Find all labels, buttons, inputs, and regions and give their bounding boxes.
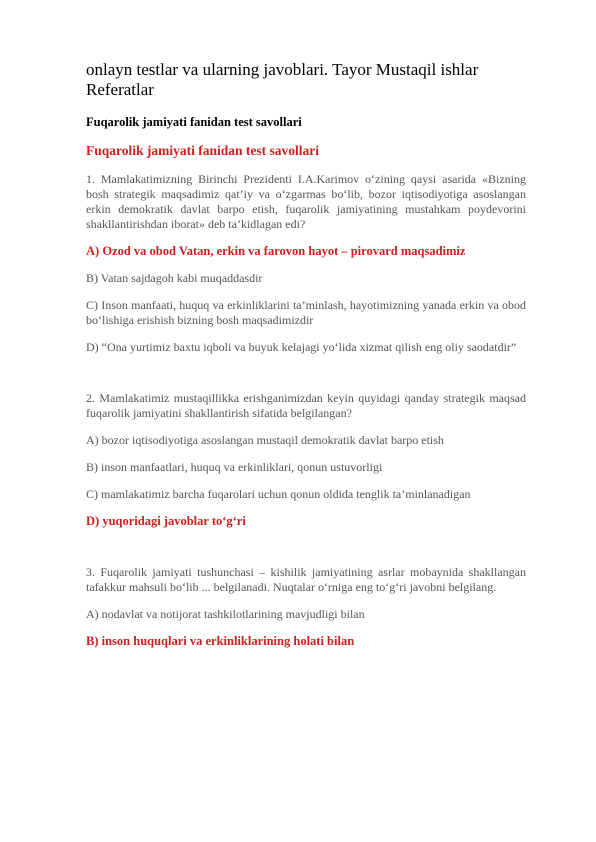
spacer — [86, 541, 526, 565]
answer-option: C) Inson manfaati, huquq va erkinliklarini ta’minlash, hayotimizning yanada erkin va obod bo‘lishiga erishish bizning bosh maqsadimizdir — [86, 298, 526, 327]
question-block-3 — [86, 565, 526, 649]
answer-option: B) Vatan sajdagoh kabi muqaddasdir — [86, 271, 263, 285]
document-page — [86, 60, 526, 661]
document-title: onlayn testlar va ularning javoblari. Tayor Mustaqil ishlar Referatlar — [86, 60, 479, 99]
answer-option-correct: D) yuqoridagi javoblar to‘g‘ri — [86, 514, 246, 528]
document-subtitle: Fuqarolik jamiyati fanidan test savollari — [86, 115, 302, 129]
question-text: 1. Mamlakatimizning Birinchi Prezidenti I.A.Karimov o‘zining qaysi asarida «Bizning bosh strategik maqsadimiz qat’iy va o‘zgarmas bo‘lib, bozor iqtisodiyotiga asoslangan erkin demokratik davlat barpo etish, fuqarolik jamiyatining mustahkam poydevorini shakllantirishdan iborat» deb ta’kidlagan edi? — [86, 172, 526, 231]
answer-option-correct: B) inson huquqlari va erkinliklarining holati bilan — [86, 634, 355, 648]
answer-option-correct: A) Ozod va obod Vatan, erkin va farovon hayot – pirovard maqsadimiz — [86, 244, 466, 258]
answer-option: D) “Ona yurtimiz baxtu iqboli va buyuk kelajagi yo‘lida xizmat qilish eng oliy saodatdir” — [86, 340, 517, 354]
answer-option: A) bozor iqtisodiyotiga asoslangan mustaqil demokratik davlat barpo etish — [86, 433, 444, 447]
section-heading: Fuqarolik jamiyati fanidan test savollari — [86, 143, 320, 158]
question-text: 3. Fuqarolik jamiyati tushunchasi – kishilik jamiyatining asrlar mobaynida shakllangan tafakkur mahsuli bo‘lib ... belgilanadi. Nuqtalar o‘rniga eng to‘g‘ri javobni belgilang. — [86, 565, 526, 594]
answer-option: C) mamlakatimiz barcha fuqarolari uchun qonun oldida tenglik ta’minlanadigan — [86, 487, 471, 501]
answer-option: B) inson manfaatlari, huquq va erkinliklari, qonun ustuvorligi — [86, 460, 383, 474]
question-text: 2. Mamlakatimiz mustaqillikka erishganimizdan keyin quyidagi qanday strategik maqsad fuqarolik jamiyatini shakllantirish sifatida belgilangan? — [86, 391, 526, 420]
question-block-1 — [86, 172, 526, 355]
spacer — [86, 367, 526, 391]
question-block-2 — [86, 391, 526, 529]
answer-option: A) nodavlat va notijorat tashkilotlarining mavjudligi bilan — [86, 607, 365, 621]
